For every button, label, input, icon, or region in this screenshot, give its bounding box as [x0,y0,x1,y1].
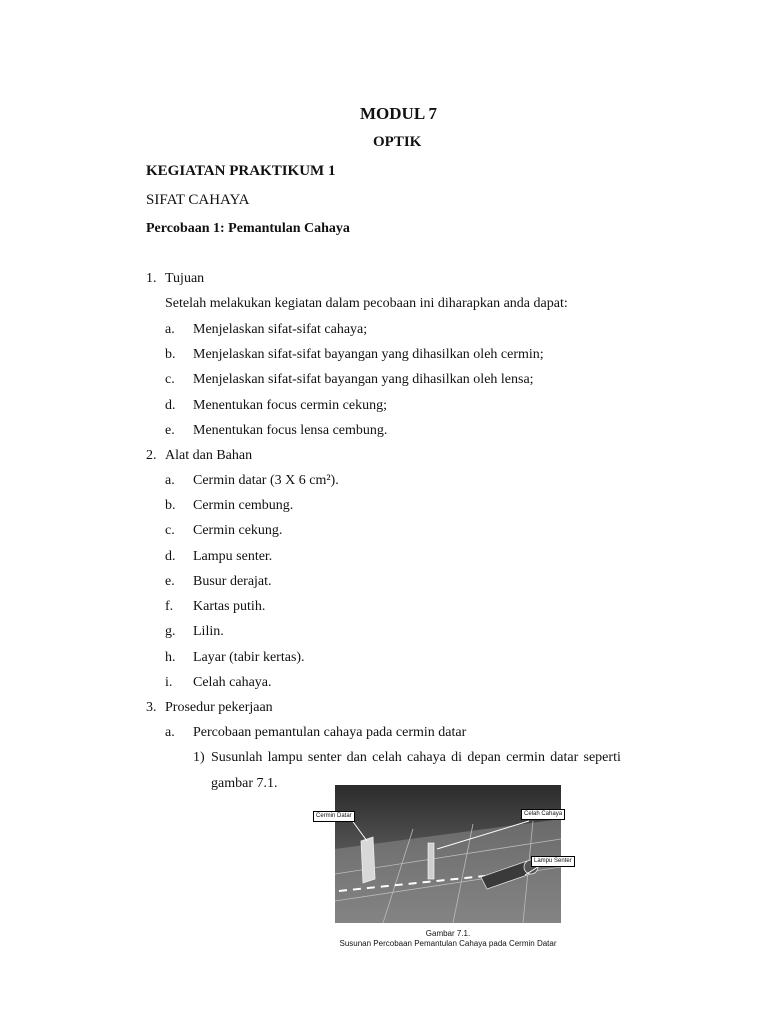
section-title: Alat dan Bahan [165,448,253,463]
list-letter: i. [165,675,173,690]
section-number: 2. [146,448,157,463]
section-number: 3. [146,700,157,715]
step-text: Susunlah lampu senter dan celah cahaya di depan cermin datar seperti [211,750,621,765]
list-item: Cermin datar (3 X 6 cm²). [193,473,339,488]
list-item: Kartas putih. [193,599,266,614]
label-slit: Celah Cahaya [521,809,565,820]
list-item: Layar (tabir kertas). [193,650,305,665]
activity-title: KEGIATAN PRAKTIKUM 1 [146,163,336,179]
figure-caption: Susunan Percobaan Pemantulan Cahaya pada Cermin Datar [339,939,557,948]
list-letter: h. [165,650,176,665]
list-item: Menjelaskan sifat-sifat bayangan yang dihasilkan oleh lensa; [193,372,534,387]
topic-title: SIFAT CAHAYA [146,192,250,208]
section-intro: Setelah melakukan kegiatan dalam pecobaan ini diharapkan anda dapat: [165,296,568,311]
section-title: Prosedur pekerjaan [165,700,273,715]
list-item: Menentukan focus cermin cekung; [193,398,387,413]
step-text-continued: gambar 7.1. [211,776,278,791]
list-letter: e. [165,423,175,438]
list-item: Lampu senter. [193,549,273,564]
section-number: 1. [146,271,157,286]
subsection-title: Percobaan pemantulan cahaya pada cermin datar [193,725,467,740]
list-letter: e. [165,574,175,589]
list-letter: f. [165,599,174,614]
list-letter: b. [165,347,176,362]
list-item: Menjelaskan sifat-sifat bayangan yang dihasilkan oleh cermin; [193,347,544,362]
list-letter: d. [165,398,176,413]
step-number: 1) [193,750,205,765]
list-letter: a. [165,725,175,740]
subject-title: OPTIK [373,134,422,150]
list-letter: g. [165,624,176,639]
list-letter: a. [165,473,175,488]
list-item: Cermin cembung. [193,498,294,513]
list-item: Busur derajat. [193,574,272,589]
list-letter: c. [165,372,175,387]
figure-photo [303,779,593,957]
experiment-title: Percobaan 1: Pemantulan Cahaya [146,221,350,236]
list-letter: b. [165,498,176,513]
list-item: Celah cahaya. [193,675,272,690]
module-title: MODUL 7 [360,104,437,123]
label-mirror: Cermin Datar [313,811,355,822]
list-letter: c. [165,523,175,538]
list-letter: d. [165,549,176,564]
list-item: Lilin. [193,624,224,639]
label-lamp: Lampu Senter [531,856,575,867]
list-item: Menjelaskan sifat-sifat cahaya; [193,322,368,337]
list-item: Menentukan focus lensa cembung. [193,423,388,438]
list-item: Cermin cekung. [193,523,283,538]
section-title: Tujuan [165,271,205,286]
figure-number: Gambar 7.1. [425,929,471,938]
list-letter: a. [165,322,175,337]
